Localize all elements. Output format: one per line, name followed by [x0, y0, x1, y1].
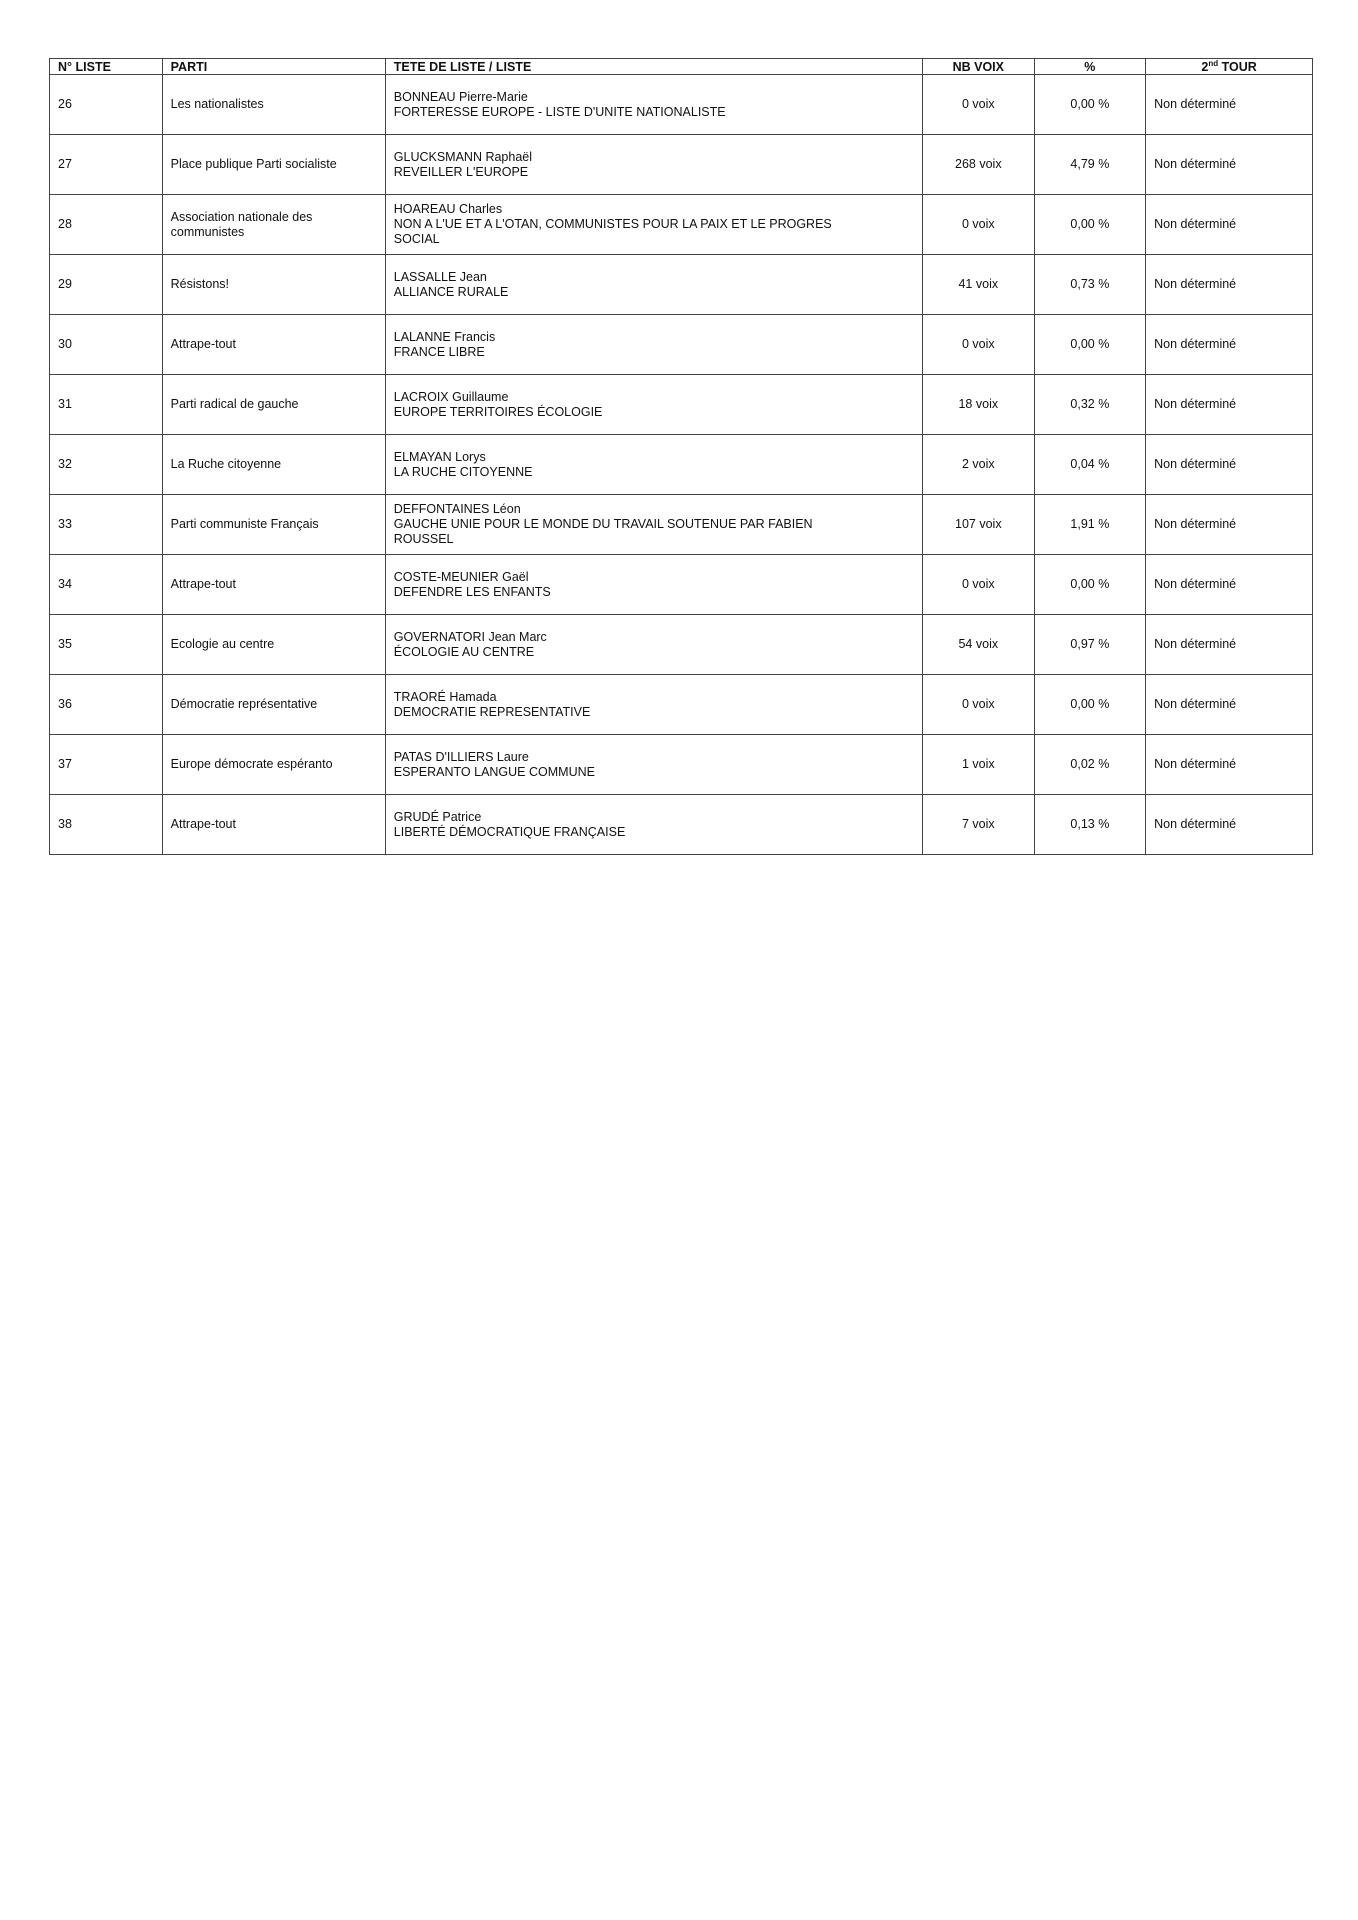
cell-second-tour: Non déterminé — [1146, 615, 1313, 675]
cell-parti: Europe démocrate espéranto — [162, 735, 385, 795]
liste-name-line: DEMOCRATIE REPRESENTATIVE — [393, 704, 591, 719]
liste-name-line: ALLIANCE RURALE — [393, 284, 509, 299]
header-num-liste: N° LISTE — [50, 59, 163, 75]
tete-de-liste-name: ELMAYAN Lorys — [393, 449, 486, 464]
cell-tete-de-liste — [385, 195, 922, 255]
cell-second-tour: Non déterminé — [1146, 255, 1313, 315]
results-table — [49, 58, 1313, 855]
cell-second-tour: Non déterminé — [1146, 555, 1313, 615]
liste-name-line: LIBERTÉ DÉMOCRATIQUE FRANÇAISE — [393, 824, 626, 839]
table-row — [50, 615, 1313, 675]
cell-nb-voix: 7 voix — [923, 795, 1035, 855]
cell-percent: 0,00 % — [1034, 315, 1146, 375]
tete-de-liste-name: LASSALLE Jean — [393, 269, 487, 284]
cell-second-tour: Non déterminé — [1146, 315, 1313, 375]
cell-nb-voix: 18 voix — [923, 375, 1035, 435]
cell-num-liste: 27 — [50, 135, 163, 195]
cell-nb-voix: 107 voix — [923, 495, 1035, 555]
cell-nb-voix: 0 voix — [923, 75, 1035, 135]
cell-percent: 0,00 % — [1034, 75, 1146, 135]
cell-tete-de-liste — [385, 255, 922, 315]
header-second-tour-superscript: nd — [1208, 58, 1219, 68]
cell-percent: 0,04 % — [1034, 435, 1146, 495]
cell-tete-de-liste — [385, 795, 922, 855]
table-row — [50, 435, 1313, 495]
table-row — [50, 495, 1313, 555]
header-parti: PARTI — [162, 59, 385, 75]
liste-name-line: ROUSSEL — [393, 532, 454, 546]
tete-de-liste-name: PATAS D'ILLIERS Laure — [393, 749, 529, 764]
cell-parti: Parti radical de gauche — [162, 375, 385, 435]
cell-num-liste: 37 — [50, 735, 163, 795]
cell-parti: Attrape-tout — [162, 795, 385, 855]
cell-percent: 0,97 % — [1034, 615, 1146, 675]
cell-parti: Les nationalistes — [162, 75, 385, 135]
liste-name-line: LA RUCHE CITOYENNE — [393, 464, 533, 479]
liste-name-line: DEFENDRE LES ENFANTS — [393, 584, 551, 599]
cell-num-liste: 34 — [50, 555, 163, 615]
cell-parti: Association nationale des communistes — [162, 195, 385, 255]
liste-name-line: FRANCE LIBRE — [393, 344, 485, 359]
cell-num-liste: 38 — [50, 795, 163, 855]
cell-parti: Résistons! — [162, 255, 385, 315]
cell-second-tour: Non déterminé — [1146, 435, 1313, 495]
table-header — [50, 59, 1313, 75]
cell-nb-voix: 0 voix — [923, 675, 1035, 735]
cell-tete-de-liste — [385, 735, 922, 795]
liste-name-line: EUROPE TERRITOIRES ÉCOLOGIE — [393, 404, 603, 419]
liste-name-line: SOCIAL — [393, 232, 440, 246]
cell-num-liste: 36 — [50, 675, 163, 735]
cell-second-tour: Non déterminé — [1146, 495, 1313, 555]
header-nb-voix: NB VOIX — [923, 59, 1035, 75]
liste-name-line: FORTERESSE EUROPE - LISTE D'UNITE NATIONALISTE — [393, 104, 726, 119]
table-row — [50, 795, 1313, 855]
cell-percent: 0,00 % — [1034, 675, 1146, 735]
table-row — [50, 75, 1313, 135]
cell-nb-voix: 0 voix — [923, 195, 1035, 255]
cell-percent: 0,02 % — [1034, 735, 1146, 795]
tete-de-liste-name: GOVERNATORI Jean Marc — [393, 629, 547, 644]
cell-second-tour: Non déterminé — [1146, 195, 1313, 255]
tete-de-liste-name: LACROIX Guillaume — [393, 389, 509, 404]
cell-parti: Attrape-tout — [162, 555, 385, 615]
cell-nb-voix: 268 voix — [923, 135, 1035, 195]
cell-tete-de-liste — [385, 675, 922, 735]
cell-num-liste: 28 — [50, 195, 163, 255]
cell-tete-de-liste — [385, 75, 922, 135]
tete-de-liste-name: HOAREAU Charles — [393, 202, 503, 216]
tete-de-liste-name: LALANNE Francis — [393, 329, 496, 344]
tete-de-liste-name: COSTE-MEUNIER Gaël — [393, 569, 529, 584]
cell-tete-de-liste — [385, 495, 922, 555]
liste-name-line: ÉCOLOGIE AU CENTRE — [393, 644, 535, 659]
cell-second-tour: Non déterminé — [1146, 675, 1313, 735]
cell-num-liste: 31 — [50, 375, 163, 435]
cell-tete-de-liste — [385, 435, 922, 495]
liste-name-line: ESPERANTO LANGUE COMMUNE — [393, 764, 595, 779]
cell-tete-de-liste — [385, 315, 922, 375]
cell-num-liste: 29 — [50, 255, 163, 315]
header-second-tour-label: TOUR — [1218, 59, 1257, 74]
cell-num-liste: 35 — [50, 615, 163, 675]
header-tete-de-liste: TETE DE LISTE / LISTE — [385, 59, 922, 75]
cell-nb-voix: 1 voix — [923, 735, 1035, 795]
cell-second-tour: Non déterminé — [1146, 795, 1313, 855]
cell-second-tour: Non déterminé — [1146, 75, 1313, 135]
table-row — [50, 375, 1313, 435]
cell-parti: Ecologie au centre — [162, 615, 385, 675]
cell-nb-voix: 0 voix — [923, 555, 1035, 615]
cell-second-tour: Non déterminé — [1146, 375, 1313, 435]
tete-de-liste-name: TRAORÉ Hamada — [393, 689, 497, 704]
header-second-tour — [1146, 59, 1313, 75]
table-row — [50, 135, 1313, 195]
cell-percent: 0,00 % — [1034, 555, 1146, 615]
tete-de-liste-name: BONNEAU Pierre-Marie — [393, 89, 528, 104]
cell-nb-voix: 2 voix — [923, 435, 1035, 495]
cell-percent: 4,79 % — [1034, 135, 1146, 195]
cell-num-liste: 26 — [50, 75, 163, 135]
liste-name-line: NON A L'UE ET A L'OTAN, COMMUNISTES POUR LA PAIX ET LE PROGRES — [393, 217, 832, 231]
liste-name-line: GAUCHE UNIE POUR LE MONDE DU TRAVAIL SOUTENUE PAR FABIEN — [393, 517, 813, 531]
cell-tete-de-liste — [385, 375, 922, 435]
cell-num-liste: 32 — [50, 435, 163, 495]
tete-de-liste-name: GRUDÉ Patrice — [393, 809, 482, 824]
cell-percent: 0,32 % — [1034, 375, 1146, 435]
header-second-tour-number: 2 — [1201, 59, 1209, 74]
table-row — [50, 735, 1313, 795]
cell-tete-de-liste — [385, 615, 922, 675]
table-row — [50, 195, 1313, 255]
cell-parti: Parti communiste Français — [162, 495, 385, 555]
cell-num-liste: 30 — [50, 315, 163, 375]
cell-nb-voix: 54 voix — [923, 615, 1035, 675]
cell-percent: 0,13 % — [1034, 795, 1146, 855]
table-body — [50, 75, 1313, 855]
header-percent: % — [1034, 59, 1146, 75]
liste-name-line: REVEILLER L'EUROPE — [393, 164, 529, 179]
cell-nb-voix: 41 voix — [923, 255, 1035, 315]
cell-percent: 1,91 % — [1034, 495, 1146, 555]
cell-second-tour: Non déterminé — [1146, 135, 1313, 195]
table-row — [50, 255, 1313, 315]
header-row — [50, 59, 1313, 75]
cell-tete-de-liste — [385, 555, 922, 615]
table-row — [50, 315, 1313, 375]
cell-parti: Démocratie représentative — [162, 675, 385, 735]
tete-de-liste-name: DEFFONTAINES Léon — [393, 502, 521, 516]
table-row — [50, 675, 1313, 735]
cell-num-liste: 33 — [50, 495, 163, 555]
table-row — [50, 555, 1313, 615]
cell-parti: Attrape-tout — [162, 315, 385, 375]
cell-percent: 0,73 % — [1034, 255, 1146, 315]
cell-parti: La Ruche citoyenne — [162, 435, 385, 495]
cell-second-tour: Non déterminé — [1146, 735, 1313, 795]
tete-de-liste-name: GLUCKSMANN Raphaël — [393, 149, 533, 164]
cell-nb-voix: 0 voix — [923, 315, 1035, 375]
cell-parti: Place publique Parti socialiste — [162, 135, 385, 195]
cell-percent: 0,00 % — [1034, 195, 1146, 255]
cell-tete-de-liste — [385, 135, 922, 195]
